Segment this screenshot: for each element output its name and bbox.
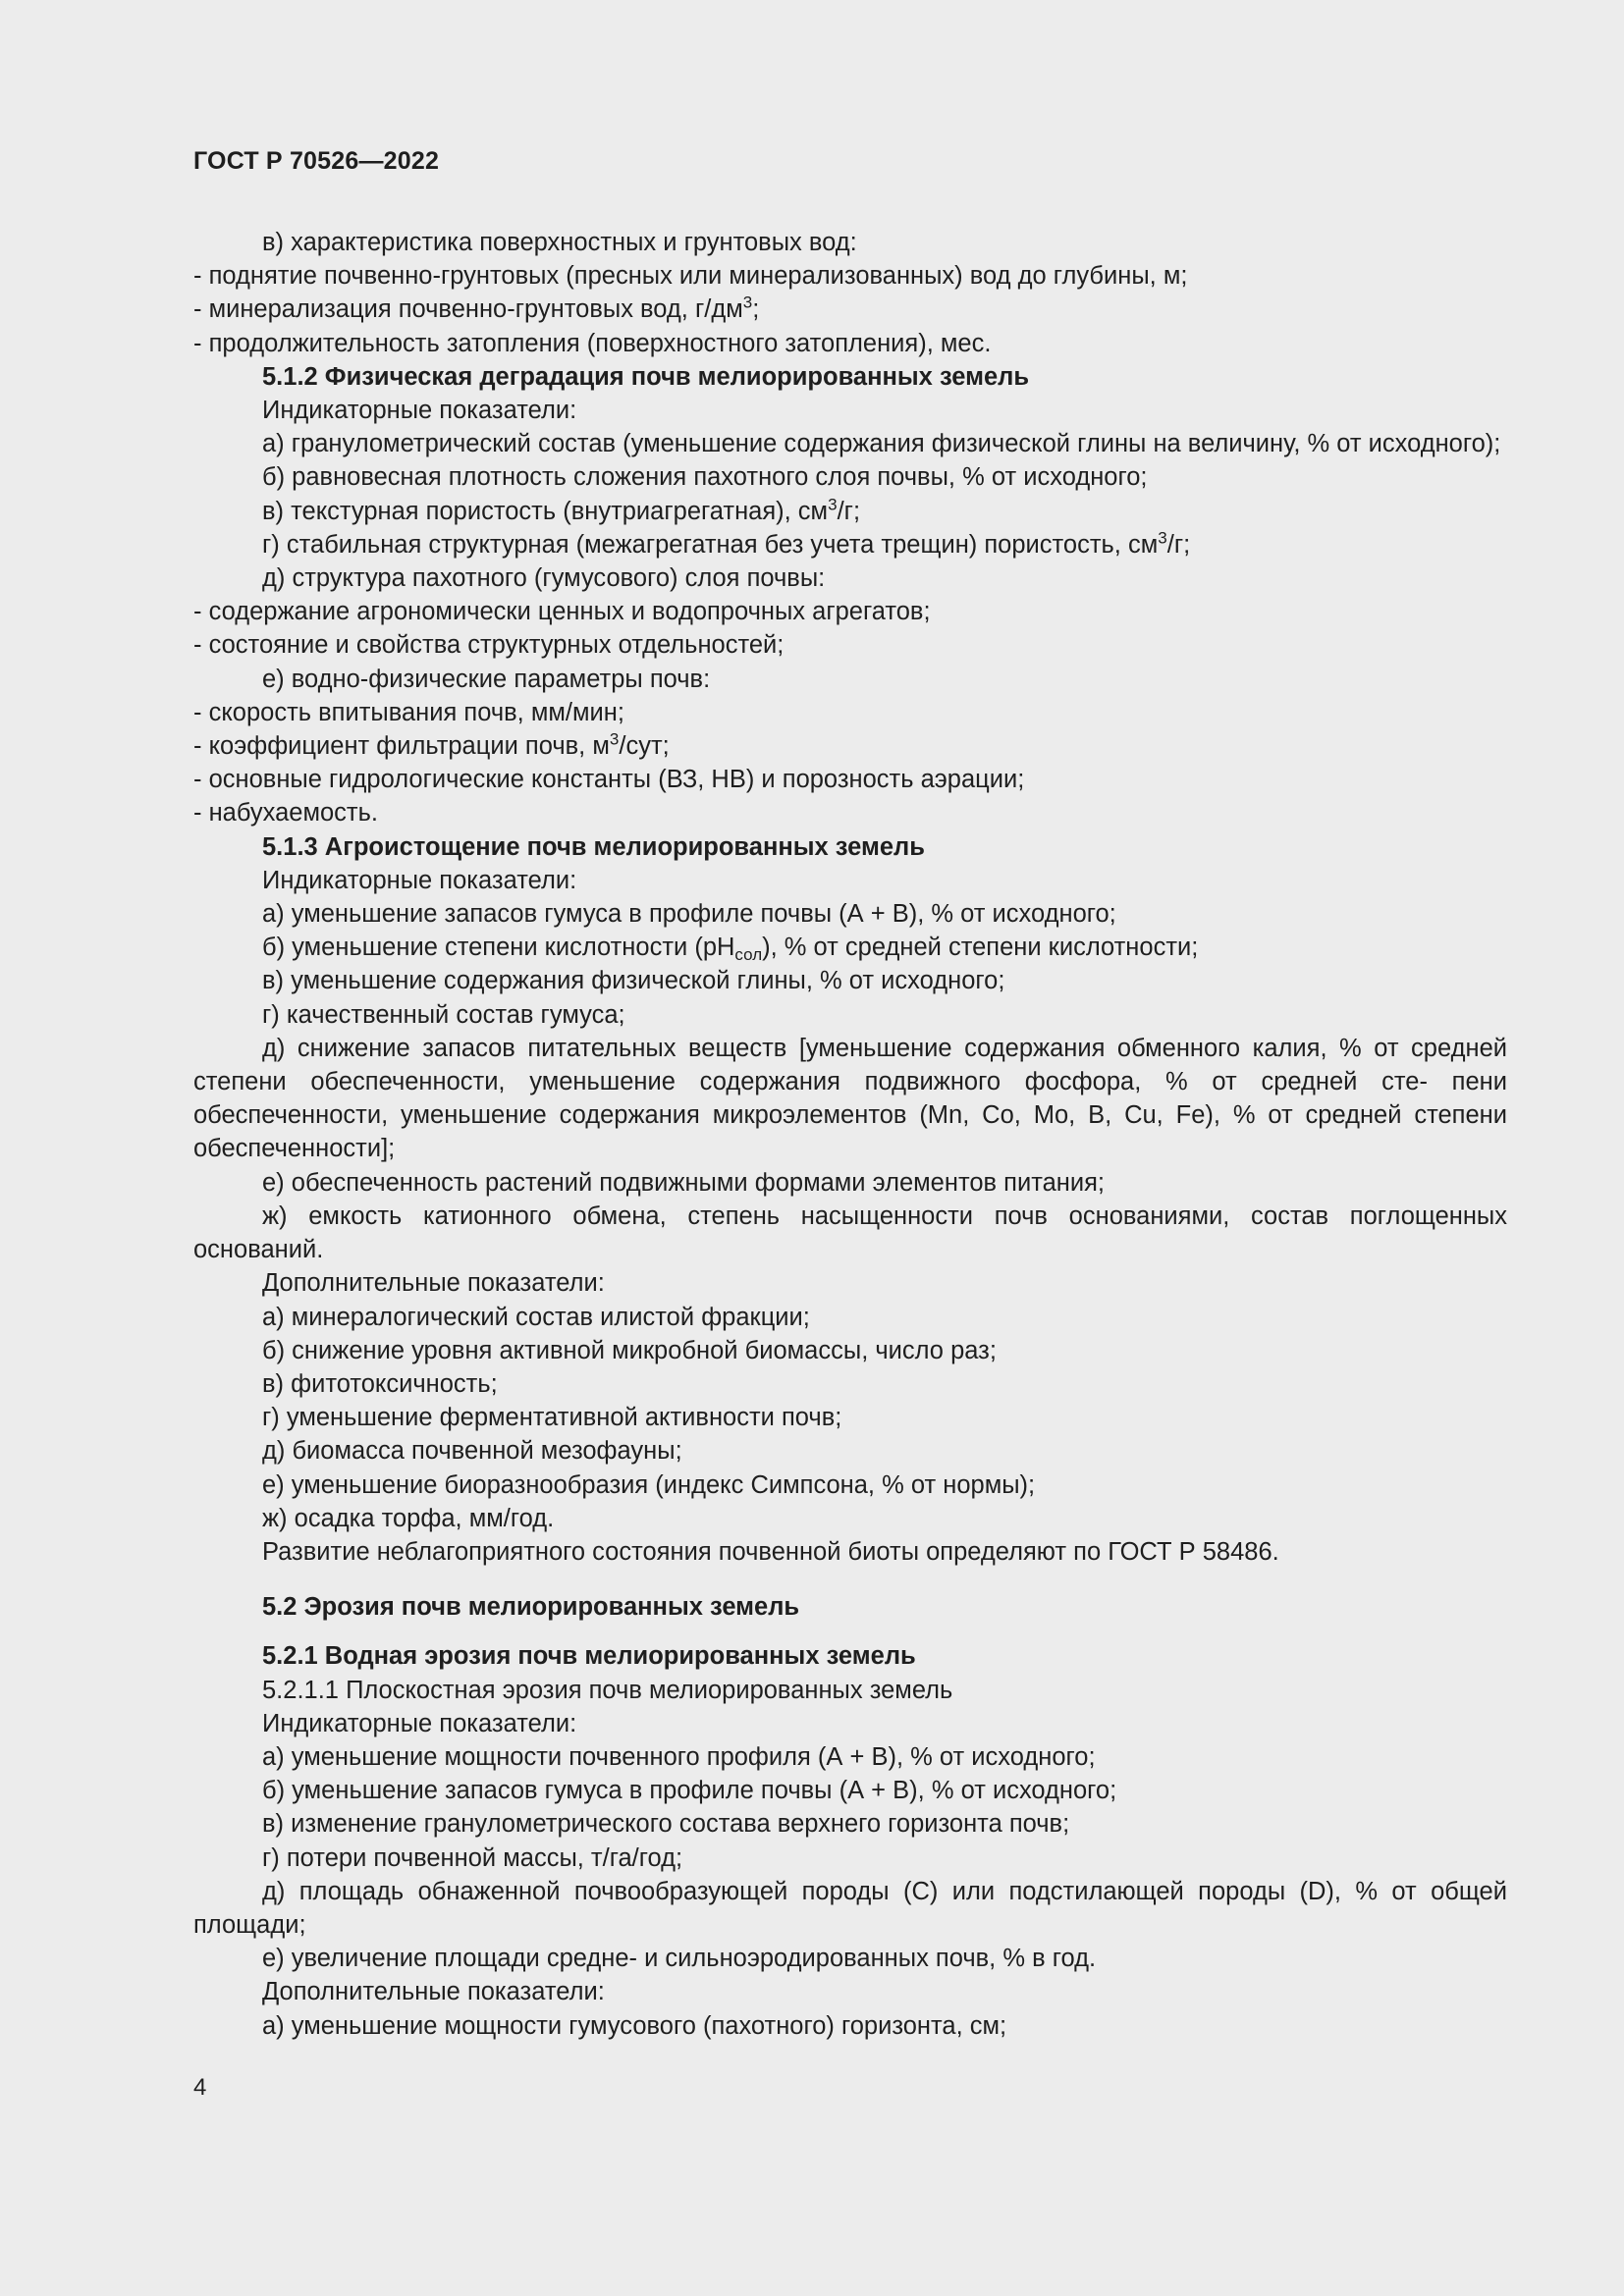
text-line: б) уменьшение запасов гумуса в профиле почвы (А + В), % от исходного; xyxy=(262,1777,1117,1805)
text-line: е) обеспеченность растений подвижными формами элементов питания; xyxy=(262,1168,1105,1197)
text-line: ж) осадка торфа, мм/год. xyxy=(262,1504,555,1532)
text-line: в) изменение гранулометрического состава верхнего горизонта почв; xyxy=(262,1810,1070,1839)
text-fragment: /г; xyxy=(1166,530,1191,559)
text-line: Дополнительные показатели: xyxy=(262,1978,605,2006)
text-line: Развитие неблагоприятного состояния почвенной биоты определяют по ГОСТ Р 58486. xyxy=(262,1537,1279,1566)
text-line: а) минералогический состав илистой фракции; xyxy=(262,1303,810,1331)
text-line xyxy=(193,931,1507,964)
text-line: б) снижение уровня активной микробной биомассы, число раз; xyxy=(262,1336,997,1364)
text-line: б) равновесная плотность сложения пахотного слоя почвы, % от исходного; xyxy=(262,463,1148,492)
text-paragraph: д) снижение запасов питательных веществ [уменьшение содержания обменного калия, % от средней степени обеспеченности, уменьшение содержания подвижного фосфора, % от средней сте- пени обеспеченности, уменьшение содержания микроэлементов (Mn, Co, Mo, B, Cu, Fe), % от средней степени обеспеченности]; xyxy=(193,1034,1507,1163)
superscript: 3 xyxy=(609,729,620,749)
text-line xyxy=(193,729,1507,763)
text-line: г) уменьшение ферментативной активности почв; xyxy=(262,1404,842,1432)
text-line: - поднятие почвенно-грунтовых (пресных или минерализованных) вод до глубины, м; xyxy=(193,262,1188,291)
superscript: 3 xyxy=(742,294,753,313)
text-paragraph: а) гранулометрический состав (уменьшение содержания физической глины на величину, % от исходного); xyxy=(262,430,1501,458)
text-line: е) уменьшение биоразнообразия (индекс Симпсона, % от нормы); xyxy=(262,1470,1036,1499)
subscript: сол xyxy=(734,945,763,965)
text-line: д) структура пахотного (гумусового) слоя почвы: xyxy=(262,564,826,593)
text-line: а) уменьшение мощности гумусового (пахотного) горизонта, см; xyxy=(262,2011,1007,2040)
text-fragment: - коэффициент фильтрации почв, м xyxy=(193,732,610,761)
text-line: - скорость впитывания почв, мм/мин; xyxy=(193,698,624,726)
superscript: 3 xyxy=(828,495,838,514)
text-line: е) водно-физические параметры почв: xyxy=(262,665,711,693)
text-line: Индикаторные показатели: xyxy=(262,397,577,425)
text-line: Дополнительные показатели: xyxy=(262,1269,605,1298)
text-line: - продолжительность затопления (поверхностного затопления), мес. xyxy=(193,329,992,357)
text-line: 5.2.1.1 Плоскостная эрозия почв мелиорированных земель xyxy=(262,1676,953,1704)
text-paragraph: д) площадь обнаженной почвообразующей породы (С) или подстилающей породы (D), % от общей площади; xyxy=(193,1877,1507,1939)
text-fragment: ; xyxy=(752,295,760,324)
text-line: а) уменьшение запасов гумуса в профиле почвы (А + В), % от исходного; xyxy=(262,900,1116,929)
text-fragment: - минерализация почвенно-грунтовых вод, г/дм xyxy=(193,295,743,324)
text-line xyxy=(193,293,1507,326)
text-line: в) уменьшение содержания физической глины, % от исходного; xyxy=(262,967,1005,995)
section-heading-5-2: 5.2 Эрозия почв мелиорированных земель xyxy=(262,1593,800,1622)
text-line: - набухаемость. xyxy=(193,799,378,828)
page-number: 4 xyxy=(193,2074,207,2101)
text-line: - основные гидрологические константы (ВЗ, НВ) и порозность аэрации; xyxy=(193,766,1025,794)
text-line: г) качественный состав гумуса; xyxy=(262,1000,625,1029)
text-line: - содержание агрономически ценных и водопрочных агрегатов; xyxy=(193,598,931,626)
document-body xyxy=(193,226,1507,2043)
section-heading-5-1-2: 5.1.2 Физическая деградация почв мелиорированных земель xyxy=(262,362,1030,391)
text-line: в) характеристика поверхностных и грунтовых вод: xyxy=(262,229,857,256)
text-fragment: ), % от средней степени кислотности; xyxy=(762,934,1199,962)
superscript: 3 xyxy=(1158,528,1167,548)
text-line: д) биомасса почвенной мезофауны; xyxy=(262,1437,682,1466)
text-line: - состояние и свойства структурных отдельностей; xyxy=(193,631,785,660)
text-fragment: б) уменьшение степени кислотности (рН xyxy=(262,934,735,962)
text-line xyxy=(193,528,1507,561)
text-line: г) потери почвенной массы, т/га/год; xyxy=(262,1843,683,1872)
text-fragment: г) стабильная структурная (межагрегатная без учета трещин) пористость, см xyxy=(262,530,1159,559)
text-fragment: в) текстурная пористость (внутриагрегатная), см xyxy=(262,497,829,525)
text-line: Индикаторные показатели: xyxy=(262,1709,577,1737)
text-line: а) уменьшение мощности почвенного профиля (А + В), % от исходного; xyxy=(262,1742,1096,1771)
text-line xyxy=(193,495,1507,528)
text-line: Индикаторные показатели: xyxy=(262,866,577,894)
text-line: в) фитотоксичность; xyxy=(262,1369,498,1398)
text-line: е) увеличение площади средне- и сильноэродированных почв, % в год. xyxy=(262,1945,1097,1973)
text-fragment: /г; xyxy=(837,497,861,525)
section-heading-5-2-1: 5.2.1 Водная эрозия почв мелиорированных земель xyxy=(262,1642,916,1671)
section-heading-5-1-3: 5.1.3 Агроистощение почв мелиорированных земель xyxy=(262,832,925,861)
text-paragraph: ж) емкость катионного обмена, степень насыщенности почв основаниями, состав поглощенных оснований. xyxy=(193,1201,1507,1264)
document-header: ГОСТ Р 70526—2022 xyxy=(193,147,440,175)
text-fragment: /сут; xyxy=(619,732,670,761)
